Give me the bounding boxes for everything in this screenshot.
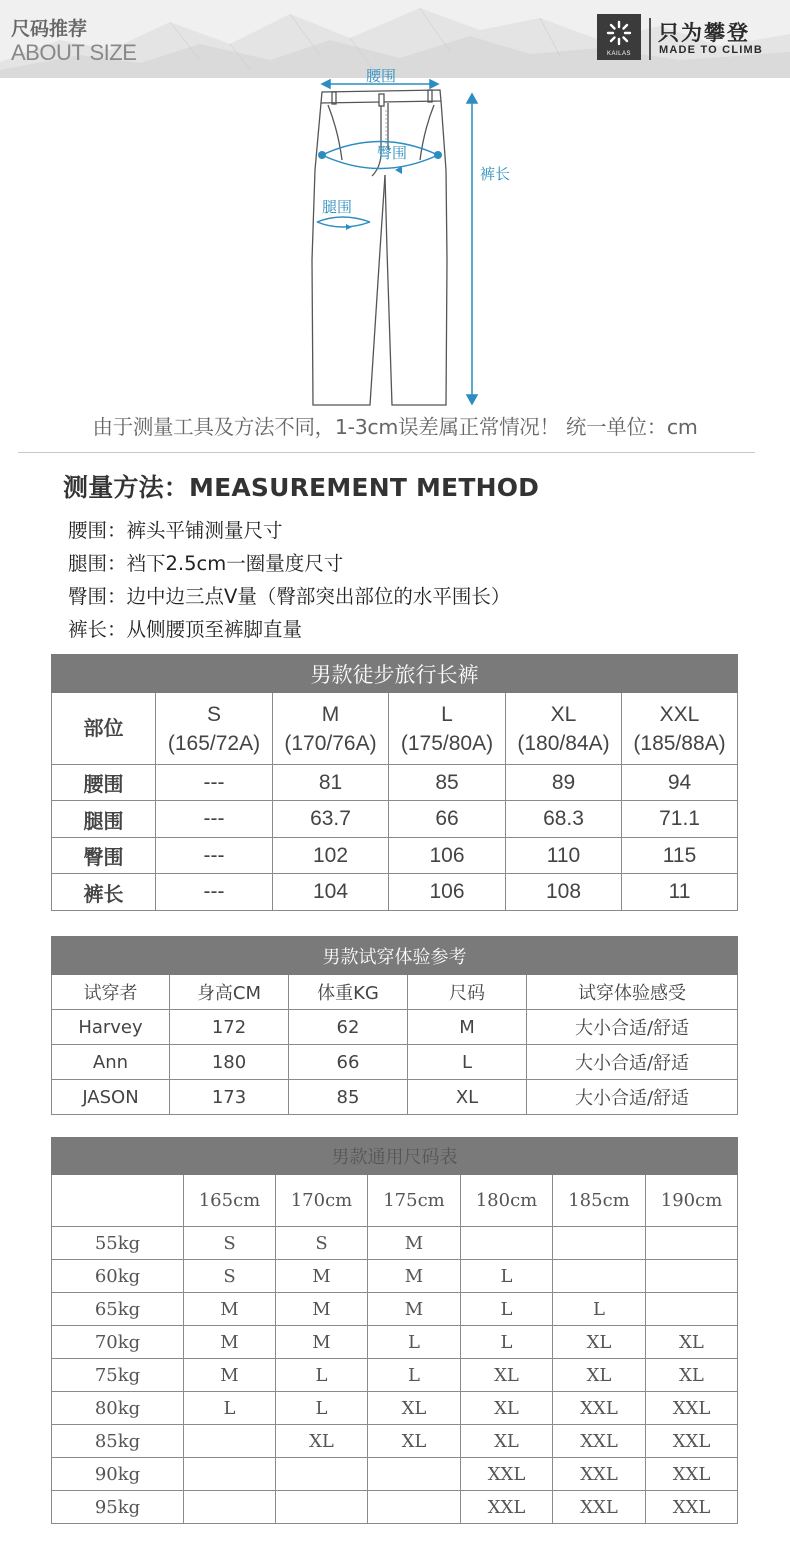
part-header: 部位 (52, 693, 156, 765)
slogan-cn: 只为攀登 (658, 21, 750, 45)
table-cell: S (184, 1260, 276, 1293)
table-cell: Harvey (52, 1010, 170, 1045)
table-cell: L (461, 1260, 553, 1293)
table-row (52, 1425, 738, 1458)
slogan-en: MADE TO CLIMB (659, 44, 764, 56)
table-cell: --- (156, 838, 273, 874)
table-row (52, 1458, 738, 1491)
pants-illustration (0, 62, 790, 412)
table-cell: L (461, 1293, 553, 1326)
table-cell: 68.3 (506, 801, 622, 838)
height-header: 165cm (184, 1175, 276, 1227)
table-cell: XL (461, 1425, 553, 1458)
table-cell: L (408, 1045, 527, 1080)
table-row (52, 765, 738, 801)
table-cell: M (368, 1227, 461, 1260)
trial-table-caption: 男款试穿体验参考 (52, 937, 738, 975)
table-cell (553, 1227, 646, 1260)
table-row (52, 1260, 738, 1293)
table-cell: 106 (389, 838, 506, 874)
table-cell: 110 (506, 838, 622, 874)
table-cell (184, 1491, 276, 1524)
method-line-thigh: 腿围：裆下2.5cm一圈量度尺寸 (68, 552, 344, 575)
table-cell (184, 1425, 276, 1458)
table-cell: 62 (289, 1010, 408, 1045)
table-cell: Ann (52, 1045, 170, 1080)
height-header: 190cm (646, 1175, 738, 1227)
table-cell (553, 1260, 646, 1293)
table-cell: 85 (389, 765, 506, 801)
table-cell: XXL (553, 1458, 646, 1491)
length-label: 裤长 (480, 165, 511, 183)
table-cell: XL (368, 1425, 461, 1458)
column-header: 体重KG (289, 975, 408, 1010)
column-header: 试穿者 (52, 975, 170, 1010)
table-cell: XXL (553, 1425, 646, 1458)
table-cell: XL (461, 1392, 553, 1425)
pants-measurement-diagram (0, 62, 790, 412)
pants-size-table (51, 654, 738, 911)
table-cell: 180 (170, 1045, 289, 1080)
table-cell (184, 1458, 276, 1491)
table-cell: 大小合适/舒适 (527, 1045, 738, 1080)
height-header: 185cm (553, 1175, 646, 1227)
table-header-row (52, 975, 738, 1010)
size-header-xxl: XXL (185/88A) (622, 693, 738, 765)
table-cell (368, 1491, 461, 1524)
method-line-hip: 臀围：边中边三点V量（臀部突出部位的水平围长） (68, 585, 511, 608)
weight-label: 80kg (52, 1392, 184, 1425)
table-cell (276, 1491, 368, 1524)
table-cell: 108 (506, 874, 622, 911)
table-cell: XXL (461, 1491, 553, 1524)
table-cell: 11 (622, 874, 738, 911)
weight-label: 75kg (52, 1359, 184, 1392)
table-cell: 102 (273, 838, 389, 874)
brand-name: KAILAS (606, 51, 631, 57)
weight-label: 55kg (52, 1227, 184, 1260)
table-cell: XL (368, 1392, 461, 1425)
weight-label: 65kg (52, 1293, 184, 1326)
table-cell: 115 (622, 838, 738, 874)
weight-label: 70kg (52, 1326, 184, 1359)
table-cell: L (461, 1326, 553, 1359)
table-cell: L (184, 1392, 276, 1425)
table-cell: --- (156, 765, 273, 801)
table-row (52, 874, 738, 911)
table-cell: --- (156, 874, 273, 911)
row-label: 腰围 (52, 765, 156, 801)
height-header: 180cm (461, 1175, 553, 1227)
weight-label: 60kg (52, 1260, 184, 1293)
table-cell: 63.7 (273, 801, 389, 838)
table-cell: XL (553, 1359, 646, 1392)
size-header-xl: XL (180/84A) (506, 693, 622, 765)
table-cell: XXL (646, 1458, 738, 1491)
table-cell (461, 1227, 553, 1260)
table-cell: 106 (389, 874, 506, 911)
table-cell: M (276, 1326, 368, 1359)
measurement-note: 由于测量工具及方法不同，1-3cm误差属正常情况！ 统一单位：cm (92, 415, 698, 439)
table-row (52, 1227, 738, 1260)
table-row (52, 1491, 738, 1524)
table-cell: 173 (170, 1080, 289, 1115)
table-row (52, 801, 738, 838)
weight-label: 95kg (52, 1491, 184, 1524)
table-cell: 89 (506, 765, 622, 801)
table-cell: S (276, 1227, 368, 1260)
table-cell: M (368, 1260, 461, 1293)
table-row (52, 1392, 738, 1425)
table-cell: 大小合适/舒适 (527, 1010, 738, 1045)
table-cell (646, 1260, 738, 1293)
divider (18, 452, 755, 453)
table-cell: M (184, 1326, 276, 1359)
table-cell: 104 (273, 874, 389, 911)
trial-experience-table (51, 936, 738, 1115)
table-cell: 66 (389, 801, 506, 838)
kailas-logo (597, 14, 641, 60)
table-cell: XL (408, 1080, 527, 1115)
table-cell: M (184, 1359, 276, 1392)
hip-label: 臀围 (377, 144, 408, 162)
table-cell: L (553, 1293, 646, 1326)
table-cell (276, 1458, 368, 1491)
table-cell: XXL (461, 1458, 553, 1491)
table-cell: L (276, 1392, 368, 1425)
waist-label: 腰围 (366, 67, 397, 85)
table-cell: 94 (622, 765, 738, 801)
size-header-l: L (175/80A) (389, 693, 506, 765)
height-header: 175cm (368, 1175, 461, 1227)
table-row (52, 1080, 738, 1115)
table-cell (368, 1458, 461, 1491)
row-label: 腿围 (52, 801, 156, 838)
table-cell: XL (646, 1326, 738, 1359)
size-header-s: S (165/72A) (156, 693, 273, 765)
size-table-caption: 男款徒步旅行长裤 (52, 655, 738, 693)
table-row (52, 1010, 738, 1045)
method-line-length: 裤长：从侧腰顶至裤脚直量 (68, 618, 303, 641)
table-cell: M (368, 1293, 461, 1326)
table-header-row (52, 1175, 738, 1227)
sun-icon (597, 16, 641, 50)
size-header-m: M (170/76A) (273, 693, 389, 765)
table-cell: --- (156, 801, 273, 838)
method-line-waist: 腰围：裤头平铺测量尺寸 (68, 519, 283, 542)
table-cell: 71.1 (622, 801, 738, 838)
about-size-title-cn: 尺码推荐 (11, 18, 88, 40)
table-cell: XL (646, 1359, 738, 1392)
table-cell: JASON (52, 1080, 170, 1115)
table-cell: L (368, 1326, 461, 1359)
weight-label: 85kg (52, 1425, 184, 1458)
height-header: 170cm (276, 1175, 368, 1227)
table-cell: XXL (646, 1491, 738, 1524)
method-title: 测量方法：MEASUREMENT METHOD (63, 473, 540, 502)
about-size-title-en: ABOUT SIZE (11, 40, 137, 65)
table-cell: XXL (646, 1392, 738, 1425)
table-cell: XXL (553, 1392, 646, 1425)
table-cell: M (276, 1293, 368, 1326)
table-cell: 66 (289, 1045, 408, 1080)
table-row (52, 838, 738, 874)
table-cell: 172 (170, 1010, 289, 1045)
table-cell: L (368, 1359, 461, 1392)
column-header: 身高CM (170, 975, 289, 1010)
table-cell (646, 1293, 738, 1326)
thigh-label: 腿围 (322, 198, 353, 216)
table-cell: XL (553, 1326, 646, 1359)
general-table-caption: 男款通用尺码表 (52, 1138, 738, 1175)
table-cell: M (276, 1260, 368, 1293)
table-cell: M (408, 1010, 527, 1045)
column-header: 尺码 (408, 975, 527, 1010)
table-row (52, 1293, 738, 1326)
table-cell (646, 1227, 738, 1260)
corner-cell (52, 1175, 184, 1227)
table-row (52, 1326, 738, 1359)
general-size-chart-table (51, 1137, 738, 1524)
table-cell: 85 (289, 1080, 408, 1115)
table-cell: XL (276, 1425, 368, 1458)
row-label: 裤长 (52, 874, 156, 911)
table-row (52, 1359, 738, 1392)
table-cell: XL (461, 1359, 553, 1392)
table-cell: 大小合适/舒适 (527, 1080, 738, 1115)
table-cell: XXL (646, 1425, 738, 1458)
table-cell: 81 (273, 765, 389, 801)
row-label: 臀围 (52, 838, 156, 874)
weight-label: 90kg (52, 1458, 184, 1491)
table-cell: M (184, 1293, 276, 1326)
table-cell: L (276, 1359, 368, 1392)
logo-divider (649, 18, 651, 60)
table-cell: S (184, 1227, 276, 1260)
column-header: 试穿体验感受 (527, 975, 738, 1010)
table-row (52, 1045, 738, 1080)
table-cell: XXL (553, 1491, 646, 1524)
